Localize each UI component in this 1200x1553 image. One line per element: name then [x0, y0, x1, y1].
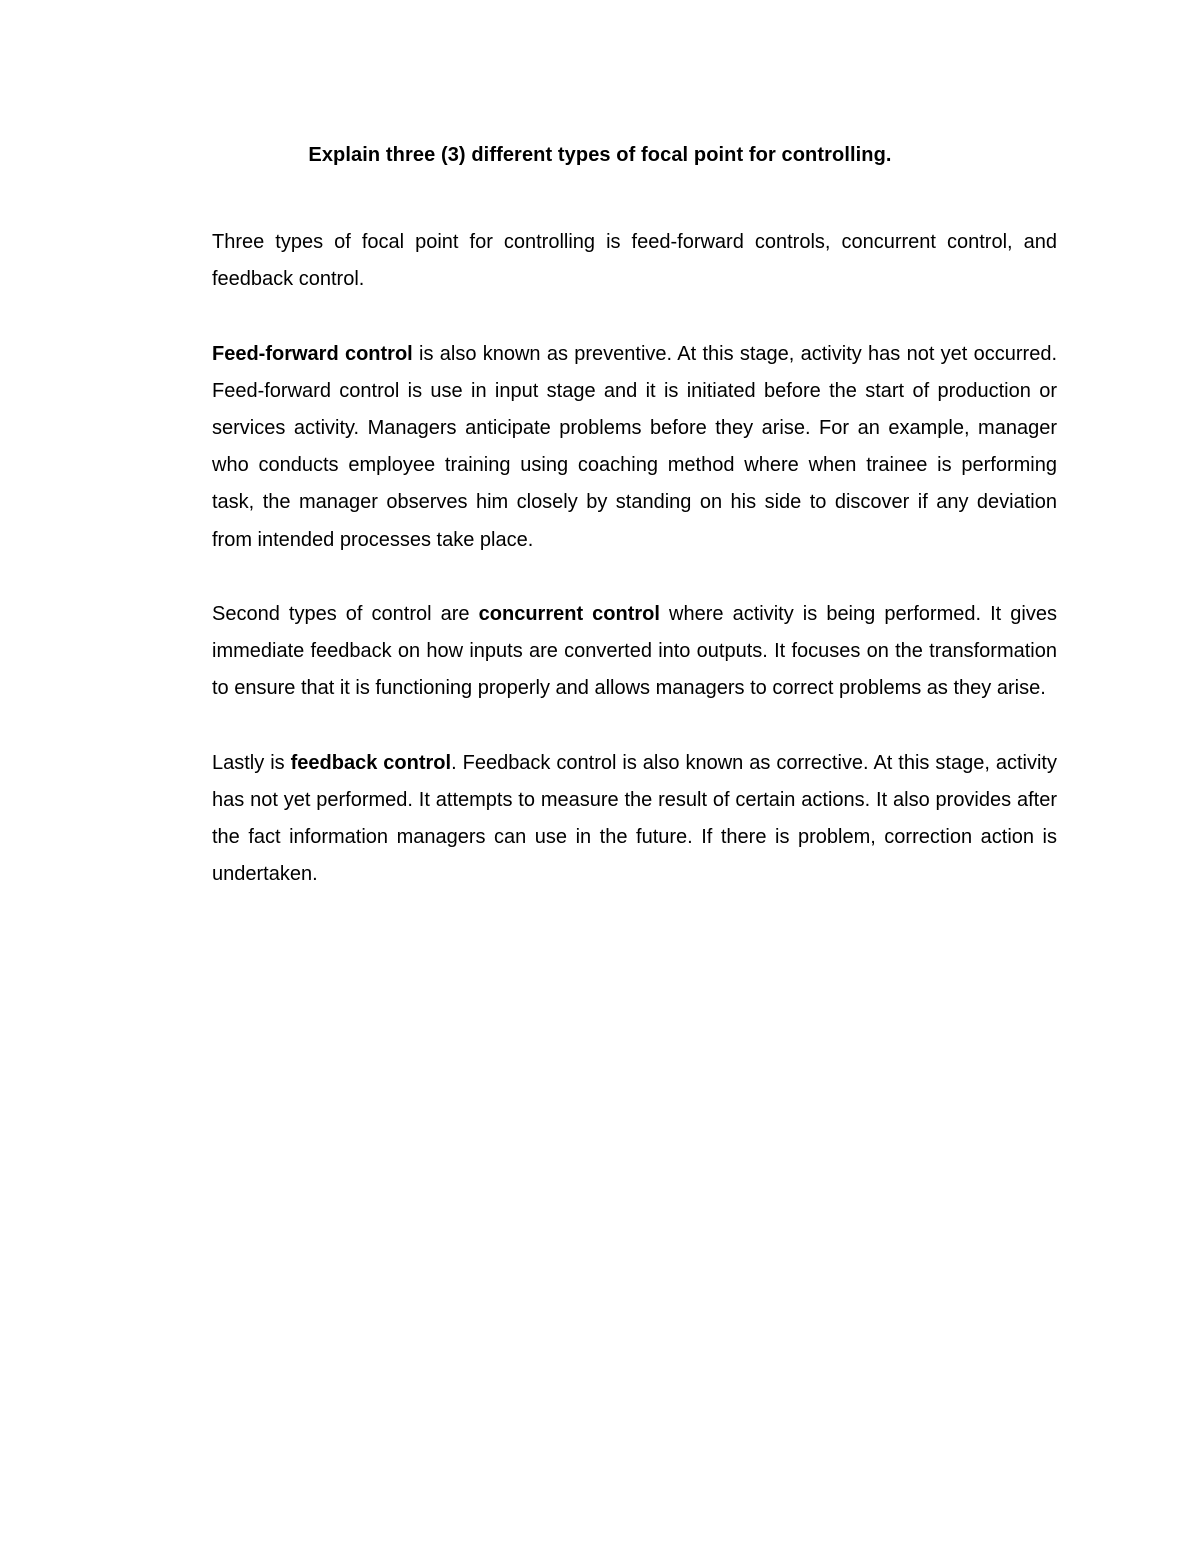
- feedforward-term: Feed-forward control: [212, 342, 413, 365]
- concurrent-intro: Second types of control are: [212, 603, 479, 625]
- feedback-intro: Lastly is: [212, 751, 291, 774]
- concurrent-term: concurrent control: [478, 603, 660, 625]
- concurrent-paragraph: [212, 596, 1057, 708]
- document-title: Explain three (3) different types of focal point for controlling.: [308, 144, 892, 166]
- feedback-term: feedback control: [290, 751, 452, 774]
- concurrent-text: where activity is being performed. It gives immediate feedback on how inputs are converted into outputs. It focuses on the transformation to ensure that it is functioning properly and allows managers to correct problems as they arise.: [212, 603, 1057, 700]
- feedforward-paragraph: [212, 336, 1057, 559]
- intro-paragraph: Three types of focal point for controlling is feed-forward controls, concurrent control, and feedback control.: [212, 231, 1057, 291]
- feedback-text: . Feedback control is also known as corrective. At this stage, activity has not yet performed. It attempts to measure the result of certain actions. It also provides after the fact information managers can use in the future. If there is problem, correction action is undertaken.: [212, 751, 1057, 886]
- document-body: [212, 224, 1057, 931]
- feedforward-text: is also known as preventive. At this stage, activity has not yet occurred. Feed-forward control is use in input stage and it is initiated before the start of production or services activity. Managers anticipate problems before they arise. For an example, manager who conducts employee training using coaching method where when trainee is performing task, the manager observes him closely by standing on his side to discover if any deviation from intended processes take place.: [212, 342, 1057, 551]
- feedback-paragraph: [212, 745, 1057, 894]
